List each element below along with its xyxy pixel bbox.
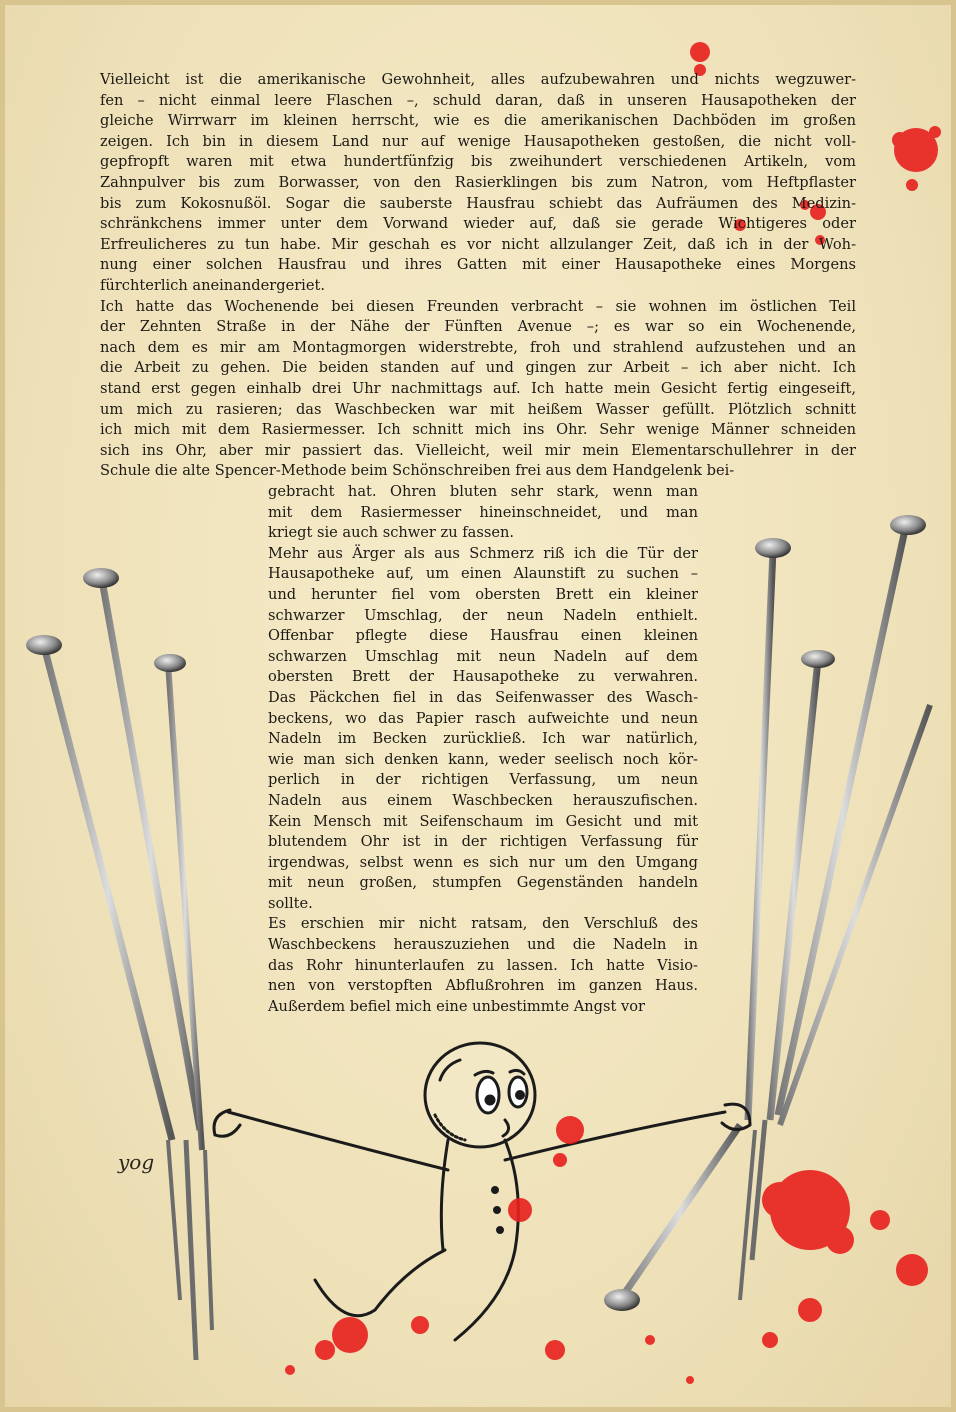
article-body-top [100, 70, 856, 482]
text-line: gleiche Wirrwarr im kleinen herrscht, wie es die amerikanischen Dachböden im großen [100, 112, 856, 130]
text-line: die Arbeit zu gehen. Die beiden standen auf und gingen zur Arbeit – ich aber nicht. Ich [100, 359, 856, 377]
text-line: zeigen. Ich bin in diesem Land nur auf wenige Hausapotheken gestoßen, die nicht voll- [100, 132, 856, 150]
text-line: kriegt sie auch schwer zu fassen. [268, 524, 514, 542]
text-line: beckens, wo das Papier rasch aufweichte und neun [268, 709, 698, 727]
text-line: Nadeln aus einem Waschbecken herauszufischen. [268, 791, 698, 809]
text-line: perlich in der richtigen Verfassung, um neun [268, 771, 698, 789]
text-line: mit neun großen, stumpfen Gegenständen handeln [268, 874, 698, 892]
text-line: Ich hatte das Wochenende bei diesen Freunden verbracht – sie wohnen im östlichen Teil [100, 297, 856, 315]
artist-signature: yog [118, 1150, 155, 1174]
text-line: blutendem Ohr ist in der richtigen Verfassung für [268, 833, 698, 851]
text-line: Es erschien mir nicht ratsam, den Verschluß des [268, 915, 698, 933]
text-line: um mich zu rasieren; das Waschbecken war mit heißem Wasser gefüllt. Plötzlich schnitt [100, 400, 856, 418]
text-line: bis zum Kokosnußöl. Sogar die sauberste Hausfrau schiebt das Aufräumen des Medizin- [100, 194, 856, 212]
text-line: Außerdem befiel mich eine unbestimmte Angst vor [268, 997, 646, 1015]
article-body-column [268, 482, 698, 1017]
text-line: und herunter fiel vom obersten Brett ein kleiner [268, 585, 698, 603]
left-pins-icon [26, 568, 212, 1360]
text-line: obersten Brett der Hausapotheke zu verwahren. [268, 668, 698, 686]
text-line: Kein Mensch mit Seifenschaum im Gesicht und mit [268, 812, 698, 830]
text-line: Offenbar pflegte diese Hausfrau einen kleinen [268, 627, 698, 645]
text-line: irgendwas, selbst wenn es sich nur um den Umgang [268, 853, 698, 871]
text-line: fürchterlich aneinandergeriet. [100, 276, 325, 294]
text-line: Vielleicht ist die amerikanische Gewohnheit, alles aufzubewahren und nichts wegzuwer- [100, 71, 856, 88]
text-line: Das Päckchen fiel in das Seifenwasser des Wasch- [268, 688, 698, 706]
text-line: nach dem es mir am Montagmorgen widerstrebte, froh und strahlend aufzustehen und an [100, 338, 856, 356]
text-line: nung einer solchen Hausfrau und ihres Gatten mit einer Hausapotheke eines Morgens [100, 256, 856, 274]
text-line: sich ins Ohr, aber mir passiert das. Vielleicht, weil mir mein Elementarschullehrer in der [100, 441, 856, 459]
text-line: der Zehnten Straße in der Nähe der Fünften Avenue –; es war so ein Wochenende, [100, 318, 856, 336]
text-line: sollte. [268, 894, 313, 912]
text-line: stand erst gegen einhalb drei Uhr nachmittags auf. Ich hatte mein Gesicht fertig eingeseift, [100, 379, 856, 397]
text-line: Mehr aus Ärger als aus Schmerz riß ich die Tür der [268, 544, 698, 562]
text-line: fen – nicht einmal leere Flaschen –, schuld daran, daß in unseren Hausapotheken der [100, 91, 856, 109]
text-line: Schule die alte Spencer-Methode beim Schönschreiben frei aus dem Handgelenk bei- [100, 462, 735, 480]
text-line: mit dem Rasiermesser hineinschneidet, und man [268, 503, 698, 521]
text-line: gepfropft waren mit etwa hundertfünfzig bis zweihundert verschiedenen Artikeln, vom [100, 153, 856, 171]
text-line: nen von verstopften Abflußrohren im ganzen Haus. [268, 977, 698, 995]
text-line: schränkchens immer unter dem Vorwand wieder auf, daß sie gerade Wichtigeres oder [100, 215, 856, 233]
text-line: gebracht hat. Ohren bluten sehr stark, wenn man [268, 483, 698, 500]
text-line: Zahnpulver bis zum Borwasser, von den Rasierklingen bis zum Natron, vom Heftpflaster [100, 173, 856, 191]
text-line: ich mich mit dem Rasiermesser. Ich schnitt mich ins Ohr. Sehr wenige Männer schneiden [100, 421, 856, 439]
text-line: Waschbeckens herauszuziehen und die Nadeln in [268, 936, 698, 954]
text-line: Erfreulicheres zu tun habe. Mir geschah es vor nicht allzulanger Zeit, daß ich in der Woh- [100, 235, 856, 253]
text-line: Nadeln im Becken zurückließ. Ich war natürlich, [268, 730, 698, 748]
text-line: wie man sich denken kann, weder seelisch noch kör- [268, 750, 698, 768]
text-line: Hausapotheke auf, um einen Alaunstift zu suchen – [268, 565, 698, 583]
text-line: schwarzer Umschlag, der neun Nadeln enthielt. [268, 606, 698, 624]
man-figure-icon [214, 1043, 750, 1340]
text-line: schwarzen Umschlag mit neun Nadeln auf dem [268, 647, 698, 665]
text-line: das Rohr hinunterlaufen zu lassen. Ich hatte Visio- [268, 956, 698, 974]
